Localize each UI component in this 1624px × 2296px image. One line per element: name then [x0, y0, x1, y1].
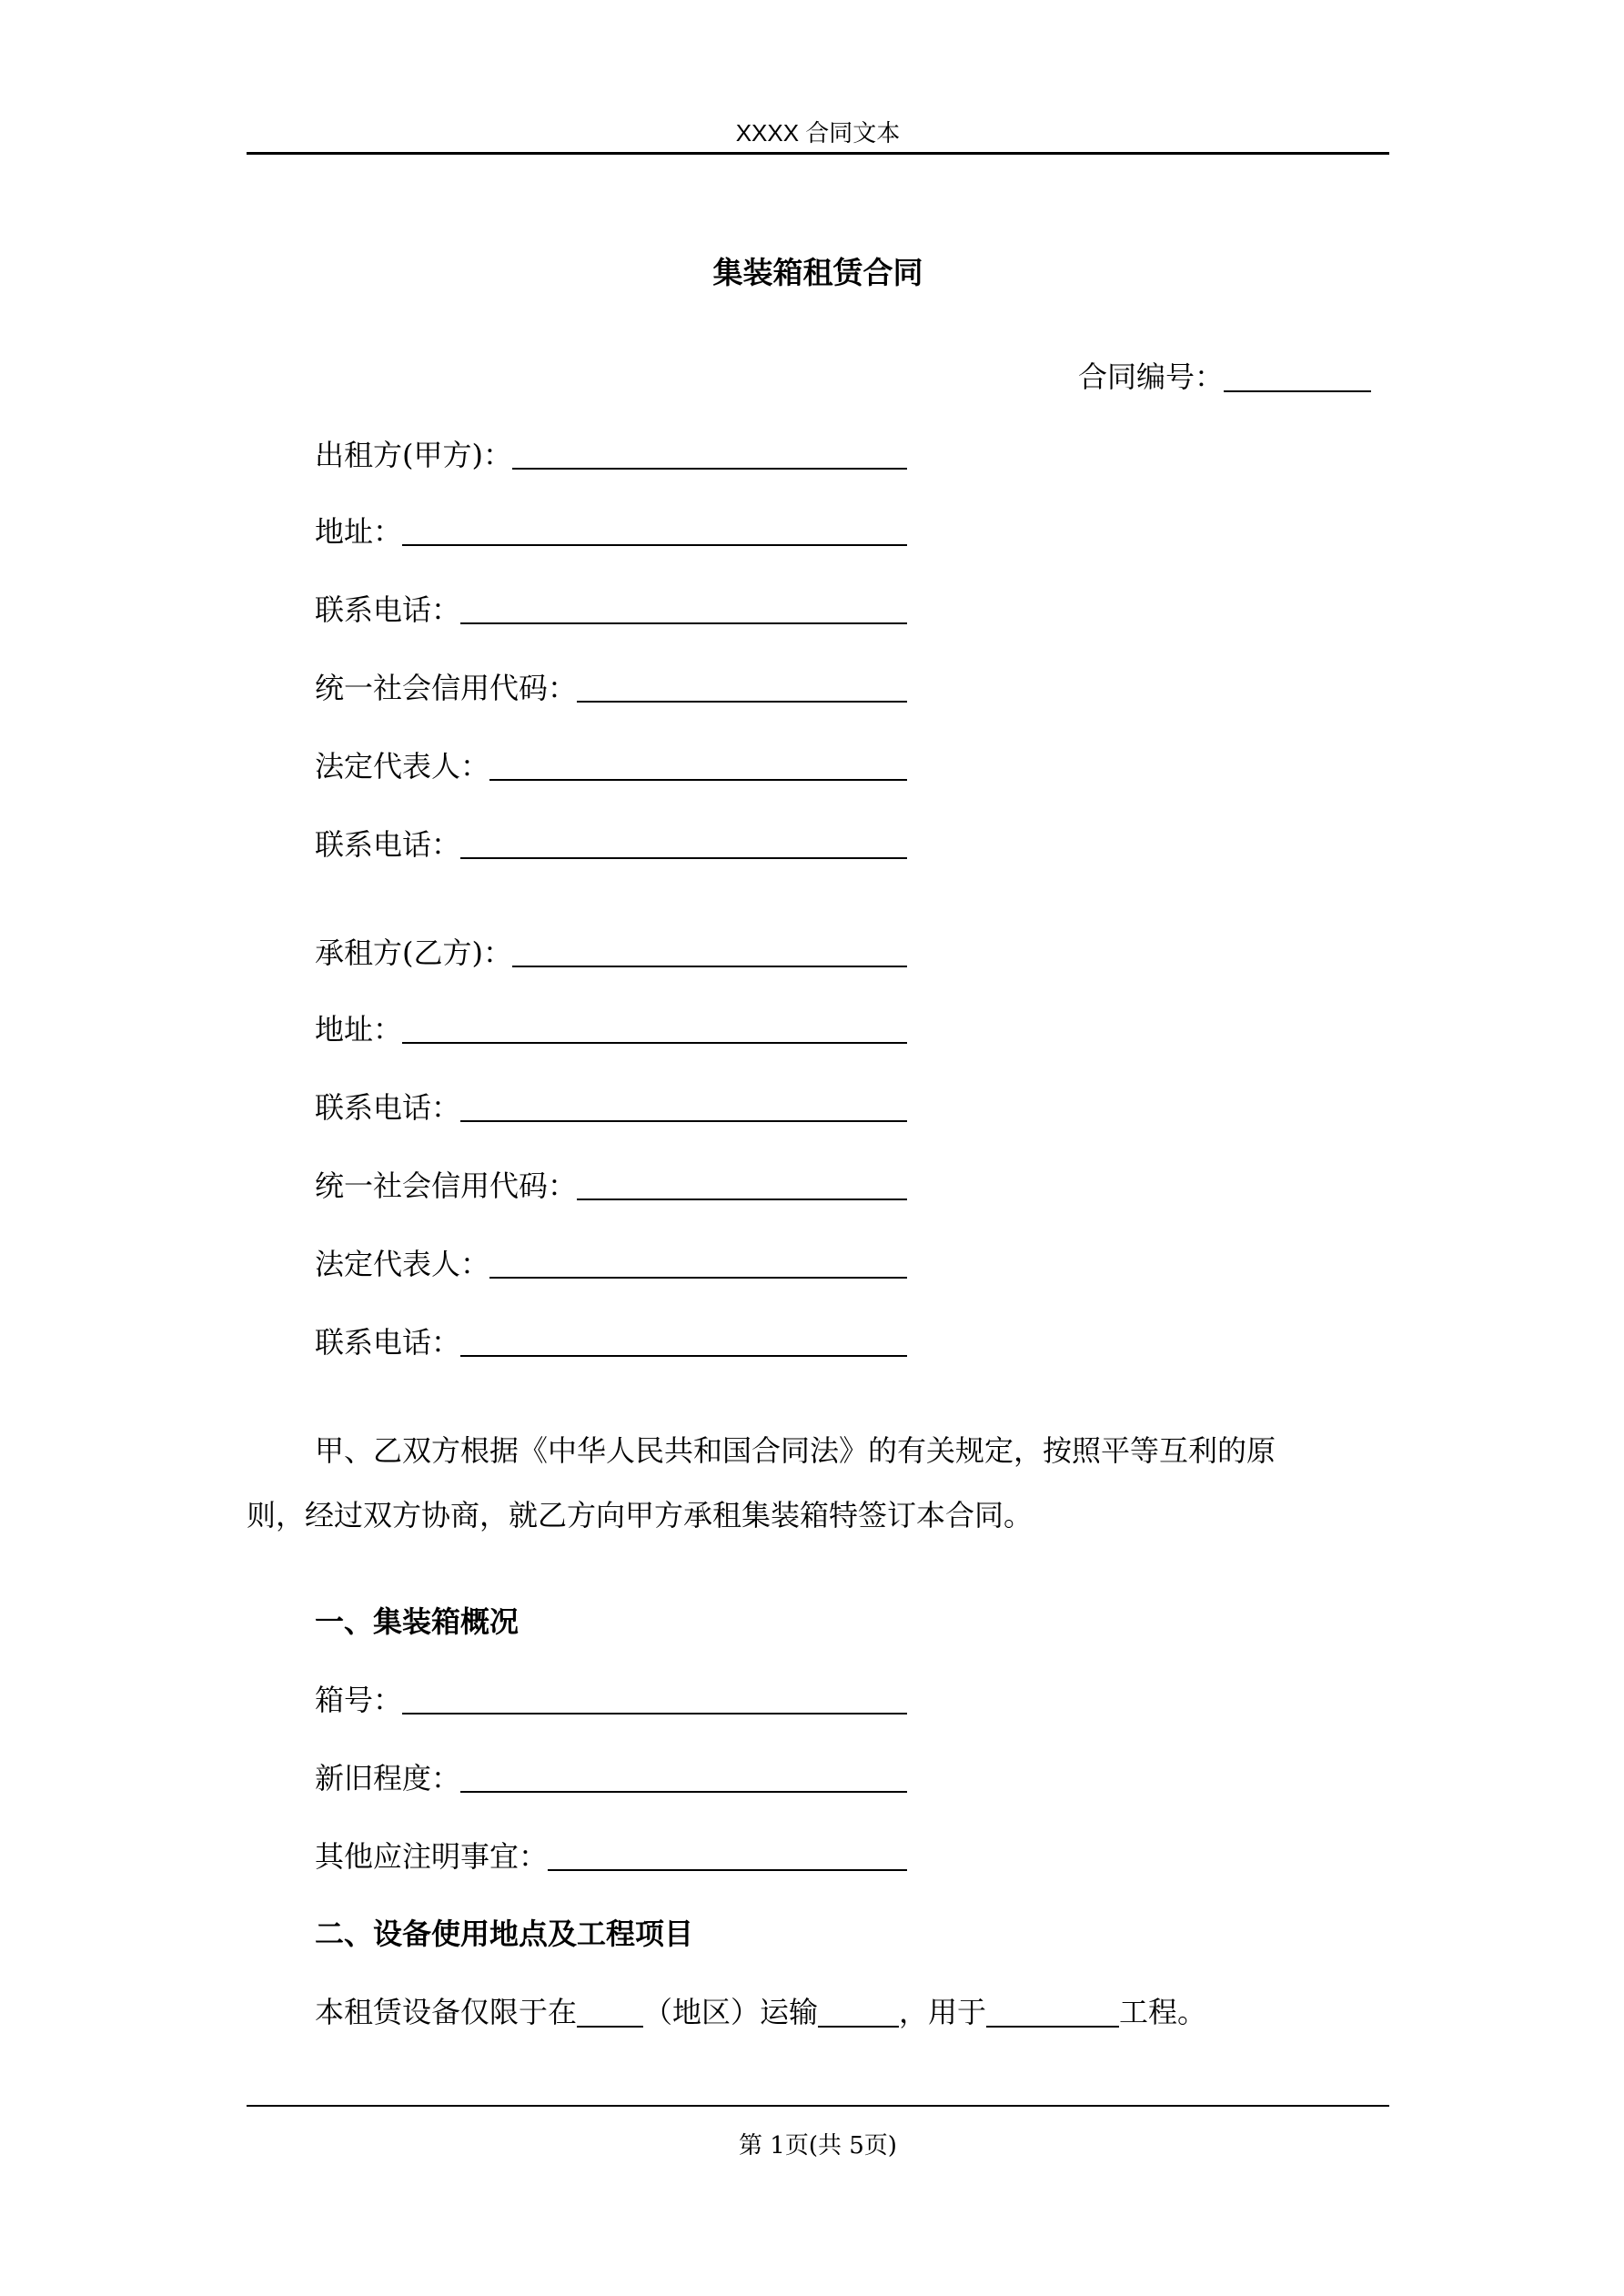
field-blank[interactable] — [460, 830, 907, 859]
field-label: 出租方(甲方)： — [315, 438, 512, 472]
document-title: 集装箱租赁合同 — [712, 255, 923, 290]
contract-number-label: 合同编号： — [1078, 359, 1225, 394]
page-number: 第 1页(共 5页) — [739, 2132, 897, 2159]
text-part: ，用于 — [899, 1995, 987, 2029]
field-label: 联系电话： — [315, 1090, 461, 1125]
field-label: 新旧程度： — [315, 1761, 461, 1795]
field-blank[interactable] — [512, 440, 907, 470]
party-b-address-row — [315, 1011, 907, 1047]
field-blank[interactable] — [577, 1171, 907, 1200]
region-blank[interactable] — [577, 1998, 643, 2028]
party-a-address-row — [315, 513, 907, 550]
field-label: 地址： — [315, 514, 403, 549]
field-blank[interactable] — [460, 1764, 907, 1793]
field-label: 统一社会信用代码： — [315, 671, 578, 705]
condition-row — [315, 1760, 907, 1796]
field-blank[interactable] — [402, 517, 907, 546]
field-label: 地址： — [315, 1012, 403, 1047]
other-notes-row — [315, 1838, 907, 1875]
field-blank[interactable] — [489, 752, 907, 781]
field-label: 其他应注明事宜： — [315, 1839, 549, 1874]
field-label: 法定代表人： — [315, 749, 490, 784]
preamble-line-2: 则，经过双方协商，就乙方向甲方承租集装箱特签订本合同。 — [247, 1498, 1034, 1532]
field-blank[interactable] — [548, 1842, 907, 1871]
preamble-line-1: 甲、乙双方根据《中华人民共和国合同法》的有关规定，按照平等互利的原 — [315, 1433, 1276, 1468]
party-a-legal-rep-row — [315, 748, 907, 784]
party-b-legal-rep-row — [315, 1246, 907, 1282]
party-b-phone2-row — [315, 1324, 907, 1360]
field-label: 承租方(乙方)： — [315, 936, 512, 970]
project-blank[interactable] — [986, 1998, 1119, 2028]
usage-location-sentence — [315, 1994, 1206, 2030]
field-label: 箱号： — [315, 1683, 403, 1717]
party-a-credit-code-row — [315, 670, 907, 706]
section-1-heading: 一、集装箱概况 — [315, 1604, 519, 1639]
field-label: 联系电话： — [315, 827, 461, 862]
party-a-phone2-row — [315, 826, 907, 863]
party-b-credit-code-row — [315, 1168, 907, 1204]
field-blank[interactable] — [489, 1249, 907, 1279]
field-label: 法定代表人： — [315, 1247, 490, 1281]
text-part: 本租赁设备仅限于在 — [315, 1995, 578, 2029]
field-label: 联系电话： — [315, 1325, 461, 1360]
header-divider — [247, 152, 1389, 155]
field-blank[interactable] — [512, 938, 907, 967]
field-blank[interactable] — [460, 595, 907, 624]
text-part: 工程。 — [1119, 1995, 1207, 2029]
field-label: 统一社会信用代码： — [315, 1168, 578, 1203]
party-b-lessee-row — [315, 935, 907, 971]
page-header: XXXX 合同文本 — [735, 119, 901, 147]
party-a-phone-row — [315, 592, 907, 628]
section-2-heading: 二、设备使用地点及工程项目 — [315, 1917, 694, 1951]
text-part: （地区）运输 — [643, 1995, 819, 2029]
field-blank[interactable] — [402, 1685, 907, 1714]
field-blank[interactable] — [402, 1015, 907, 1044]
field-blank[interactable] — [460, 1328, 907, 1357]
footer-divider — [247, 2105, 1389, 2107]
field-label: 联系电话： — [315, 592, 461, 627]
contract-number-blank[interactable] — [1224, 363, 1371, 392]
field-blank[interactable] — [577, 673, 907, 703]
party-a-lessor-row — [315, 437, 907, 473]
party-b-phone-row — [315, 1089, 907, 1126]
transport-blank[interactable] — [818, 1998, 899, 2028]
contract-number-row — [1078, 359, 1371, 395]
container-number-row — [315, 1682, 907, 1718]
field-blank[interactable] — [460, 1093, 907, 1122]
